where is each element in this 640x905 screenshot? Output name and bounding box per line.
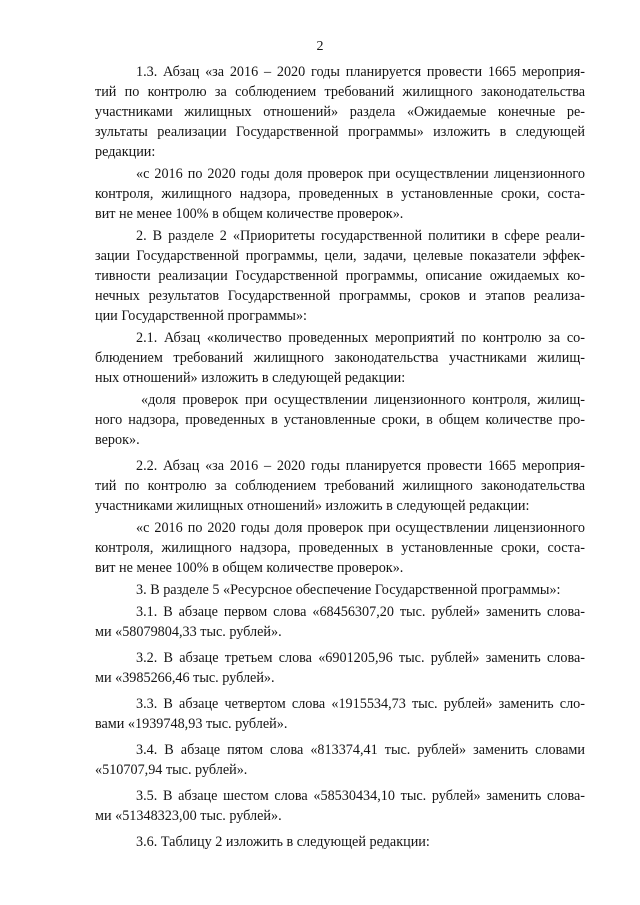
text-line: «с 2016 по 2020 годы доля проверок при осуществлении лицензионного	[136, 520, 585, 536]
document-body	[95, 62, 585, 852]
text-line: 2. В разделе 2 «Приоритеты государственной политики в сфере реали-	[136, 228, 585, 244]
text-line: вит не менее 100% в общем количестве проверок».	[95, 560, 404, 576]
text-line: 3. В разделе 5 «Ресурсное обеспечение Государственной программы»:	[136, 582, 561, 598]
text-line: ми «51348323,00 тыс. рублей».	[95, 808, 282, 824]
text-line: вами «1939748,93 тыс. рублей».	[95, 716, 288, 732]
text-line: участниками жилищных отношений» раздела «Ожидаемые конечные ре-	[95, 104, 585, 120]
text-line: зации Государственной программы, цели, задачи, целевые показатели эффек-	[95, 248, 585, 264]
text-line: тивности реализации Государственной программы, описание ожидаемых ко-	[95, 268, 585, 284]
paragraph-2	[95, 226, 585, 326]
text-line: ми «58079804,33 тыс. рублей».	[95, 624, 282, 640]
text-line: ции Государственной программы»:	[95, 308, 307, 324]
paragraph-quote-2	[95, 390, 585, 450]
text-line: 3.6. Таблицу 2 изложить в следующей редакции:	[136, 834, 430, 850]
text-line: 3.4. В абзаце пятом слова «813374,41 тыс. рублей» заменить словами	[136, 742, 585, 758]
paragraph-quote-3	[95, 518, 585, 578]
paragraph-3-4	[95, 740, 585, 780]
text-line: тий по контролю за соблюдением требований жилищного законодательства	[95, 478, 585, 494]
paragraph-3	[95, 580, 585, 600]
text-line: контроля, жилищного надзора, проведенных в установленные сроки, соста-	[95, 186, 585, 202]
text-line: контроля, жилищного надзора, проведенных в установленные сроки, соста-	[95, 540, 585, 556]
text-line: 3.5. В абзаце шестом слова «58530434,10 тыс. рублей» заменить слова-	[136, 788, 585, 804]
text-line: ных отношений» изложить в следующей редакции:	[95, 370, 406, 386]
text-line: «доля проверок при осуществлении лицензионного контроля, жилищ-	[141, 392, 585, 408]
paragraph-quote-1	[95, 164, 585, 224]
paragraph-3-3	[95, 694, 585, 734]
paragraph-3-6	[95, 832, 585, 852]
text-line: зультаты реализации Государственной программы» изложить в следующей	[95, 124, 585, 140]
text-line: участниками жилищных отношений» изложить в следующей редакции:	[95, 498, 530, 514]
text-line: 3.2. В абзаце третьем слова «6901205,96 тыс. рублей» заменить слова-	[136, 650, 585, 666]
text-line: «510707,94 тыс. рублей».	[95, 762, 248, 778]
text-line: нечных результатов Государственной программы, сроков и этапов реализа-	[95, 288, 585, 304]
paragraph-2-2	[95, 456, 585, 516]
text-line: 1.3. Абзац «за 2016 – 2020 годы планируется провести 1665 мероприя-	[136, 64, 585, 80]
text-line: вит не менее 100% в общем количестве проверок».	[95, 206, 404, 222]
text-line: тий по контролю за соблюдением требований жилищного законодательства	[95, 84, 585, 100]
text-line: редакции:	[95, 144, 156, 160]
text-line: 2.2. Абзац «за 2016 – 2020 годы планируется провести 1665 мероприя-	[136, 458, 585, 474]
page-number: 2	[316, 39, 324, 54]
text-line: верок».	[95, 432, 140, 448]
paragraph-2-1	[95, 328, 585, 388]
paragraph-3-2	[95, 648, 585, 688]
paragraph-1-3	[95, 62, 585, 162]
text-line: 2.1. Абзац «количество проведенных мероприятий по контролю за со-	[136, 330, 585, 346]
text-line: ного надзора, проведенных в установленные сроки, в общем количестве про-	[95, 412, 585, 428]
text-line: 3.1. В абзаце первом слова «68456307,20 тыс. рублей» заменить слова-	[136, 604, 585, 620]
text-line: блюдением требований жилищного законодательства участниками жилищ-	[95, 350, 585, 366]
text-line: ми «3985266,46 тыс. рублей».	[95, 670, 275, 686]
text-line: «с 2016 по 2020 годы доля проверок при осуществлении лицензионного	[136, 166, 585, 182]
text-line: 3.3. В абзаце четвертом слова «1915534,73 тыс. рублей» заменить сло-	[136, 696, 585, 712]
paragraph-3-5	[95, 786, 585, 826]
paragraph-3-1	[95, 602, 585, 642]
